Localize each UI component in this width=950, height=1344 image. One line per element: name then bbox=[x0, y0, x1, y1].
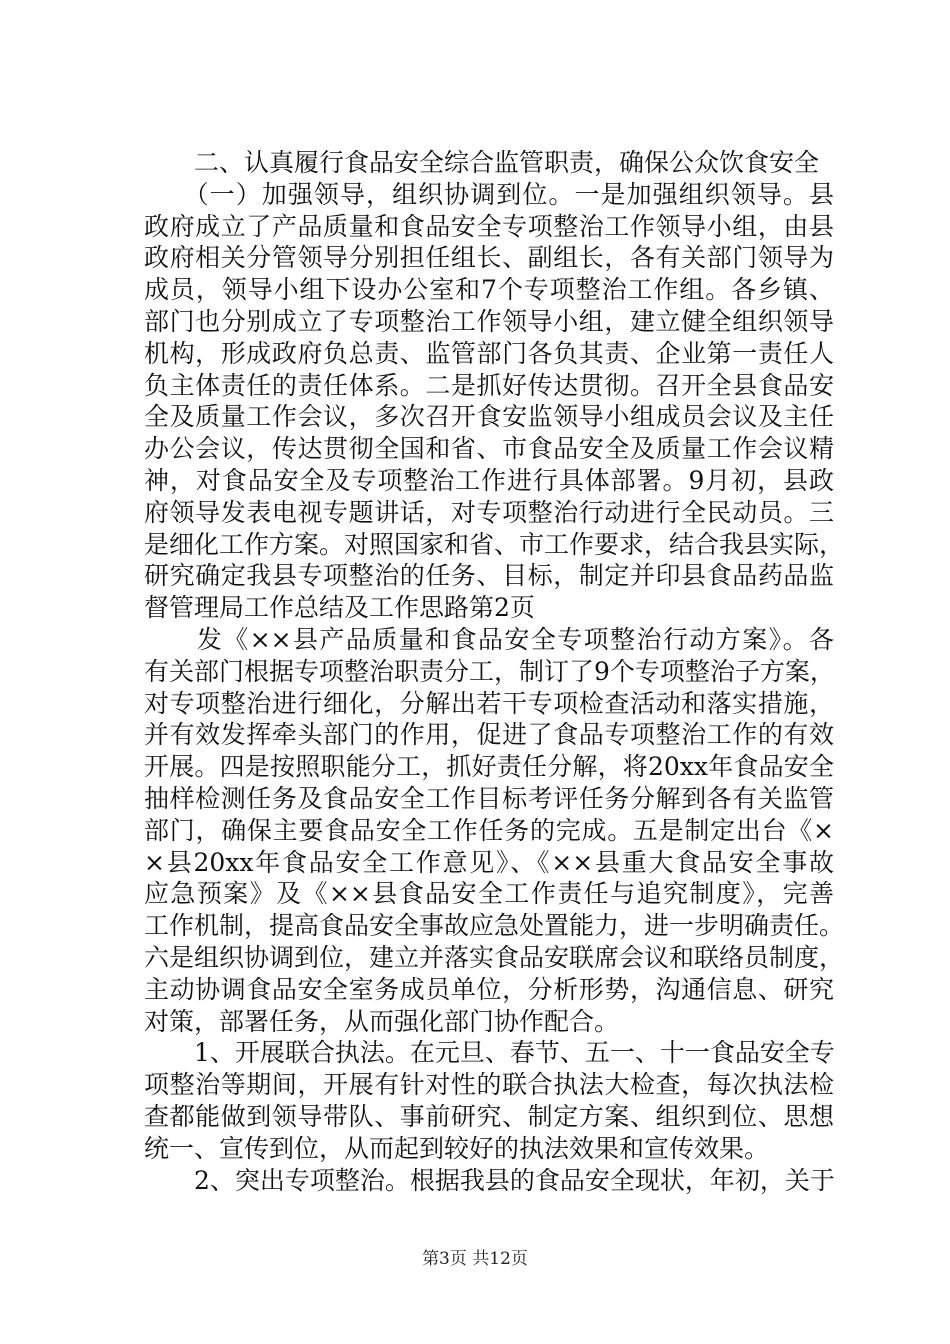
text-line: 部门，确保主要食品安全工作任务的完成。五是制定出台《× bbox=[144, 815, 834, 845]
text-line: 负主体责任的责任体系。二是抓好传达贯彻。召开全县食品安 bbox=[144, 370, 834, 400]
text-line: 抽样检测任务及食品安全工作目标考评任务分解到各有关监管 bbox=[144, 783, 834, 813]
text-line: 1、开展联合执法。在元旦、春节、五一、十一食品安全专 bbox=[144, 1038, 835, 1068]
text-line: 统一、宣传到位，从而起到较好的执法效果和宣传效果。 bbox=[144, 1133, 770, 1163]
text-line: 并有效发挥牵头部门的作用，促进了食品专项整治工作的有效 bbox=[144, 720, 834, 750]
text-line: ×县20xx年食品安全工作意见》、《××县重大食品安全事故 bbox=[144, 847, 834, 877]
text-line: 六是组织协调到位，建立并落实食品安联席会议和联络员制度， bbox=[144, 942, 845, 972]
text-line: 神，对食品安全及专项整治工作进行具体部署。9月初，县政 bbox=[144, 465, 834, 495]
text-line: 办公会议，传达贯彻全国和省、市食品安全及质量工作会议精 bbox=[144, 434, 834, 464]
text-line: 全及质量工作会议，多次召开食安监领导小组成员会议及主任 bbox=[144, 402, 834, 432]
text-line: 工作机制，提高食品安全事故应急处置能力，进一步明确责任。 bbox=[144, 911, 845, 941]
text-line: 项整治等期间，开展有针对性的联合执法大检查，每次执法检 bbox=[144, 1070, 834, 1100]
text-line: 是细化工作方案。对照国家和省、市工作要求，结合我县实际， bbox=[144, 529, 845, 559]
text-line: 有关部门根据专项整治职责分工，制订了9个专项整治子方案， bbox=[144, 656, 835, 686]
text-line: 机构，形成政府负总责、监管部门各负其责、企业第一责任人 bbox=[144, 338, 834, 368]
text-line: 发《××县产品质量和食品安全专项整治行动方案》。各 bbox=[144, 624, 834, 654]
text-line: 部门也分别成立了专项整治工作领导小组，建立健全组织领导 bbox=[144, 306, 834, 336]
text-line: （一）加强领导，组织协调到位。一是加强组织领导。县 bbox=[144, 179, 834, 209]
text-line: 对专项整治进行细化，分解出若干专项检查活动和落实措施， bbox=[144, 688, 834, 718]
text-line: 开展。四是按照职能分工，抓好责任分解，将20xx年食品安全 bbox=[144, 752, 834, 782]
text-line: 政府相关分管领导分别担任组长、副组长，各有关部门领导为 bbox=[144, 243, 834, 273]
page-footer: 第3页 共12页 bbox=[422, 1249, 528, 1269]
text-line: 主动协调食品安全室务成员单位，分析形势，沟通信息、研究 bbox=[144, 974, 834, 1004]
text-line: 查都能做到领导带队、事前研究、制定方案、组织到位、思想 bbox=[144, 1101, 834, 1131]
text-line: 督管理局工作总结及工作思路第2页 bbox=[144, 593, 535, 623]
text-line: 政府成立了产品质量和食品安全专项整治工作领导小组，由县 bbox=[144, 211, 834, 241]
section-heading: 二、认真履行食品安全综合监管职责，确保公众饮食安全 bbox=[144, 148, 820, 177]
text-line: 研究确定我县专项整治的任务、目标，制定并印县食品药品监 bbox=[144, 561, 834, 591]
text-line: 对策，部署任务，从而强化部门协作配合。 bbox=[144, 1006, 620, 1036]
text-line: 应急预案》及《××县食品安全工作责任与追究制度》，完善 bbox=[144, 879, 834, 909]
document-body bbox=[144, 147, 845, 1196]
text-line: 2、突出专项整治。根据我县的食品安全现状，年初，关于 bbox=[144, 1165, 835, 1195]
text-line: 成员，领导小组下设办公室和7个专项整治工作组。各乡镇、 bbox=[144, 275, 834, 305]
text-line: 府领导发表电视专题讲话，对专项整治行动进行全民动员。三 bbox=[144, 497, 834, 527]
